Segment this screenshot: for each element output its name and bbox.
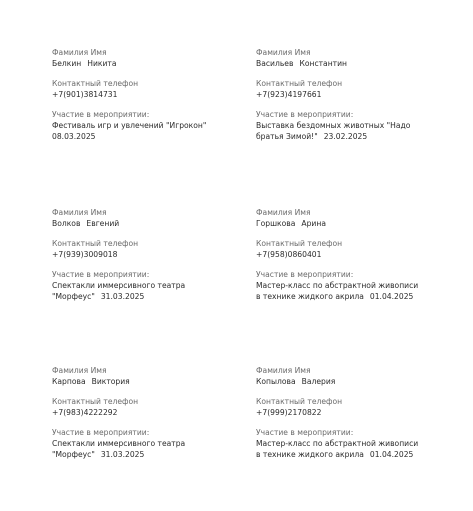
phone-block xyxy=(256,396,446,418)
phone-block xyxy=(256,238,446,260)
firstname: Никита xyxy=(87,59,117,68)
event-label: Участие в мероприятии: xyxy=(256,110,354,119)
event-line-2 xyxy=(52,449,242,460)
participant-name xyxy=(52,58,242,69)
phone-value: +7(983)4222292 xyxy=(52,408,118,417)
participant-card xyxy=(52,365,242,469)
event-line-2 xyxy=(256,131,446,142)
event-block xyxy=(52,269,242,302)
phone-label: Контактный телефон xyxy=(52,79,139,88)
surname: Волков xyxy=(52,219,81,228)
event-line-2 xyxy=(52,131,242,142)
phone-value: +7(999)2170822 xyxy=(256,408,322,417)
firstname: Константин xyxy=(299,59,347,68)
firstname: Арина xyxy=(301,219,326,228)
event-line-1: Мастер-класс по абстрактной живописи xyxy=(256,439,419,448)
event-line-2 xyxy=(256,291,446,302)
phone-label: Контактный телефон xyxy=(256,239,343,248)
event-label: Участие в мероприятии: xyxy=(256,270,354,279)
event-name-tail: "Морфеус" xyxy=(52,292,95,301)
event-date: 01.04.2025 xyxy=(369,292,414,301)
name-label: Фамилия Имя xyxy=(256,208,311,217)
participant-name xyxy=(256,376,446,387)
event-line-1: Выставка бездомных животных "Надо xyxy=(256,121,411,130)
event-line-2 xyxy=(256,449,446,460)
participant-card xyxy=(256,47,446,151)
event-name-tail: братья Зимой!" xyxy=(256,132,318,141)
firstname: Виктория xyxy=(91,377,130,386)
name-block xyxy=(256,207,446,229)
surname: Белкин xyxy=(52,59,82,68)
event-block xyxy=(52,109,242,142)
event-label: Участие в мероприятии: xyxy=(52,428,150,437)
event-label: Участие в мероприятии: xyxy=(256,428,354,437)
participant-name xyxy=(52,376,242,387)
phone-block xyxy=(52,78,242,100)
surname: Копылова xyxy=(256,377,296,386)
event-name-tail: "Морфеус" xyxy=(52,450,95,459)
event-date: 31.03.2025 xyxy=(100,450,145,459)
participant-card xyxy=(256,207,446,311)
participant-card xyxy=(52,207,242,311)
participant-name xyxy=(256,218,446,229)
event-name-tail: в технике жидкого акрила xyxy=(256,292,364,301)
name-block xyxy=(52,207,242,229)
event-line-1: Фестиваль игр и увлечений "Игрокон" xyxy=(52,121,207,130)
event-line-1: Спектакли иммерсивного театра xyxy=(52,281,186,290)
phone-value: +7(958)0860401 xyxy=(256,250,322,259)
name-label: Фамилия Имя xyxy=(52,366,107,375)
event-date: 01.04.2025 xyxy=(369,450,414,459)
name-block xyxy=(256,365,446,387)
firstname: Валерия xyxy=(301,377,336,386)
event-block xyxy=(52,427,242,460)
phone-value: +7(939)3009018 xyxy=(52,250,118,259)
name-block xyxy=(52,365,242,387)
event-line-1: Мастер-класс по абстрактной живописи xyxy=(256,281,419,290)
event-block xyxy=(256,109,446,142)
firstname: Евгений xyxy=(86,219,120,228)
surname: Горшкова xyxy=(256,219,296,228)
event-date: 23.02.2025 xyxy=(323,132,368,141)
event-line-2 xyxy=(52,291,242,302)
surname: Карпова xyxy=(52,377,86,386)
phone-value: +7(923)4197661 xyxy=(256,90,322,99)
event-name-tail: в технике жидкого акрила xyxy=(256,450,364,459)
participant-name xyxy=(256,58,446,69)
name-label: Фамилия Имя xyxy=(256,366,311,375)
participant-card xyxy=(256,365,446,469)
name-block xyxy=(256,47,446,69)
surname: Васильев xyxy=(256,59,294,68)
event-date: 31.03.2025 xyxy=(100,292,145,301)
name-label: Фамилия Имя xyxy=(256,48,311,57)
event-name-tail: 08.03.2025 xyxy=(52,132,96,141)
event-label: Участие в мероприятии: xyxy=(52,110,150,119)
phone-label: Контактный телефон xyxy=(256,397,343,406)
event-block xyxy=(256,269,446,302)
event-label: Участие в мероприятии: xyxy=(52,270,150,279)
phone-value: +7(901)3814731 xyxy=(52,90,118,99)
participant-card xyxy=(52,47,242,151)
event-line-1: Спектакли иммерсивного театра xyxy=(52,439,186,448)
phone-block xyxy=(256,78,446,100)
name-label: Фамилия Имя xyxy=(52,208,107,217)
name-label: Фамилия Имя xyxy=(52,48,107,57)
name-block xyxy=(52,47,242,69)
phone-label: Контактный телефон xyxy=(256,79,343,88)
phone-block xyxy=(52,396,242,418)
phone-label: Контактный телефон xyxy=(52,239,139,248)
participant-name xyxy=(52,218,242,229)
phone-label: Контактный телефон xyxy=(52,397,139,406)
phone-block xyxy=(52,238,242,260)
event-block xyxy=(256,427,446,460)
